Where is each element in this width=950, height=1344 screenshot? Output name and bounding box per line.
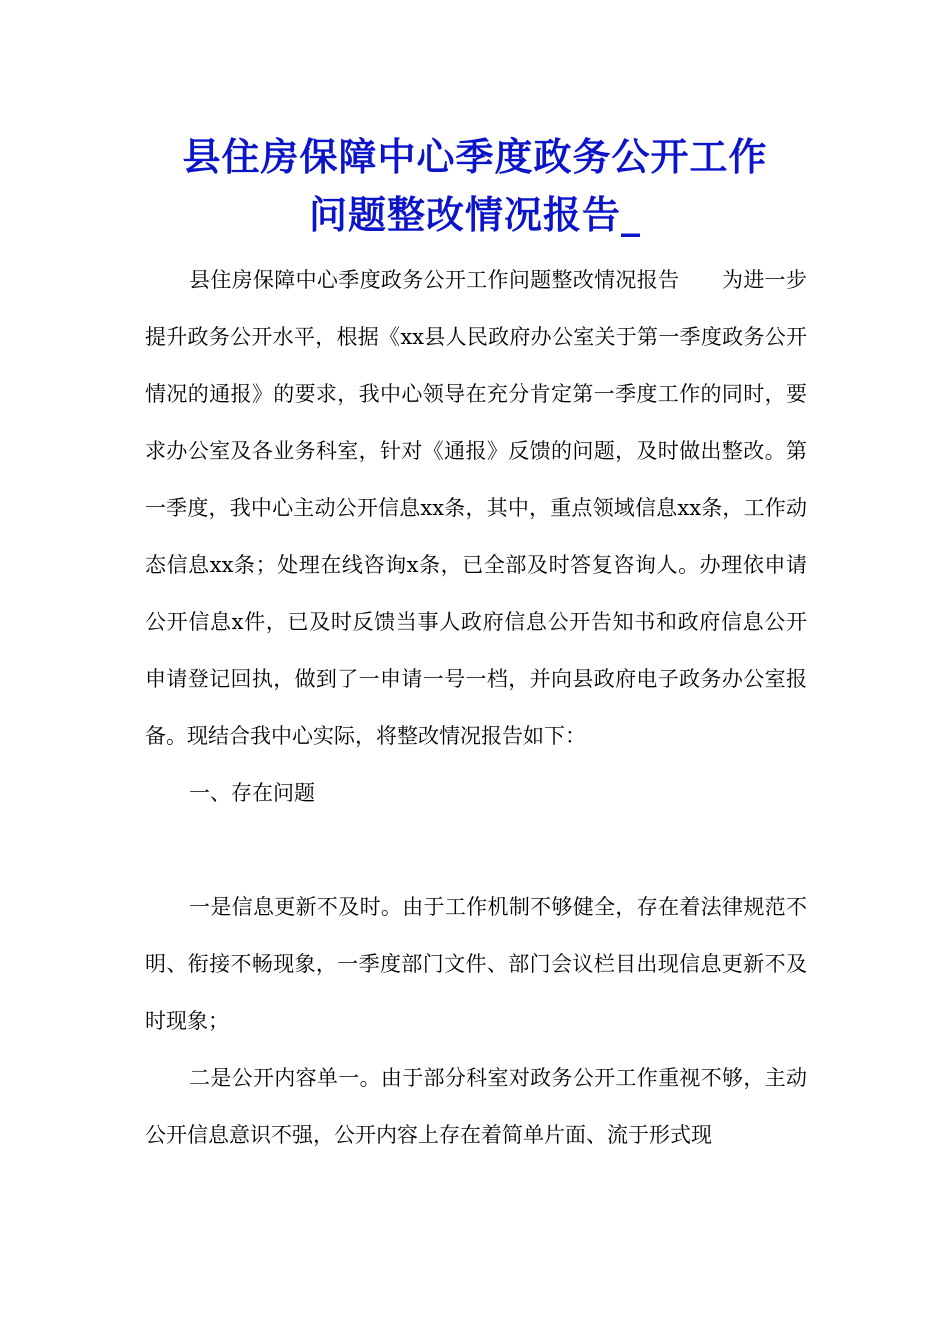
section-heading-problems: 一、存在问题 [189,781,315,805]
paragraph-problem-2: 二是公开内容单一。由于部分科室对政务公开工作重视不够，主动公开信息意识不强，公开内容上存在着简单片面、流于形式现 [145,1066,807,1147]
paragraph-problem-1: 一是信息更新不及时。由于工作机制不够健全，存在着法律规范不明、衔接不畅现象，一季度部门文件、部门会议栏目出现信息更新不及时现象； [145,895,807,1033]
document-title [120,128,830,244]
title-line-2: 问题整改情况报告_ [308,192,641,237]
title-line-1: 县住房保障中心季度政务公开工作 [182,134,768,179]
blank-line [145,822,807,879]
paragraph-intro: 县住房保障中心季度政务公开工作问题整改情况报告 为进一步提升政务公开水平，根据《xx县人民政府办公室关于第一季度政务公开情况的通报》的要求，我中心领导在充分肯定第一季度工作的同时，要求办公室及各业务科室，针对《通报》反馈的问题，及时做出整改。第一季度，我中心主动公开信息xx条，其中，重点领域信息xx条，工作动态信息xx条；处理在线咨询x条，已全部及时答复咨询人。办理依申请公开信息x件，已及时反馈当事人政府信息公开告知书和政府信息公开申请登记回执，做到了一申请一号一档，并向县政府电子政务办公室报备。现结合我中心实际，将整改情况报告如下： [145,268,807,748]
document-body [145,252,807,1164]
